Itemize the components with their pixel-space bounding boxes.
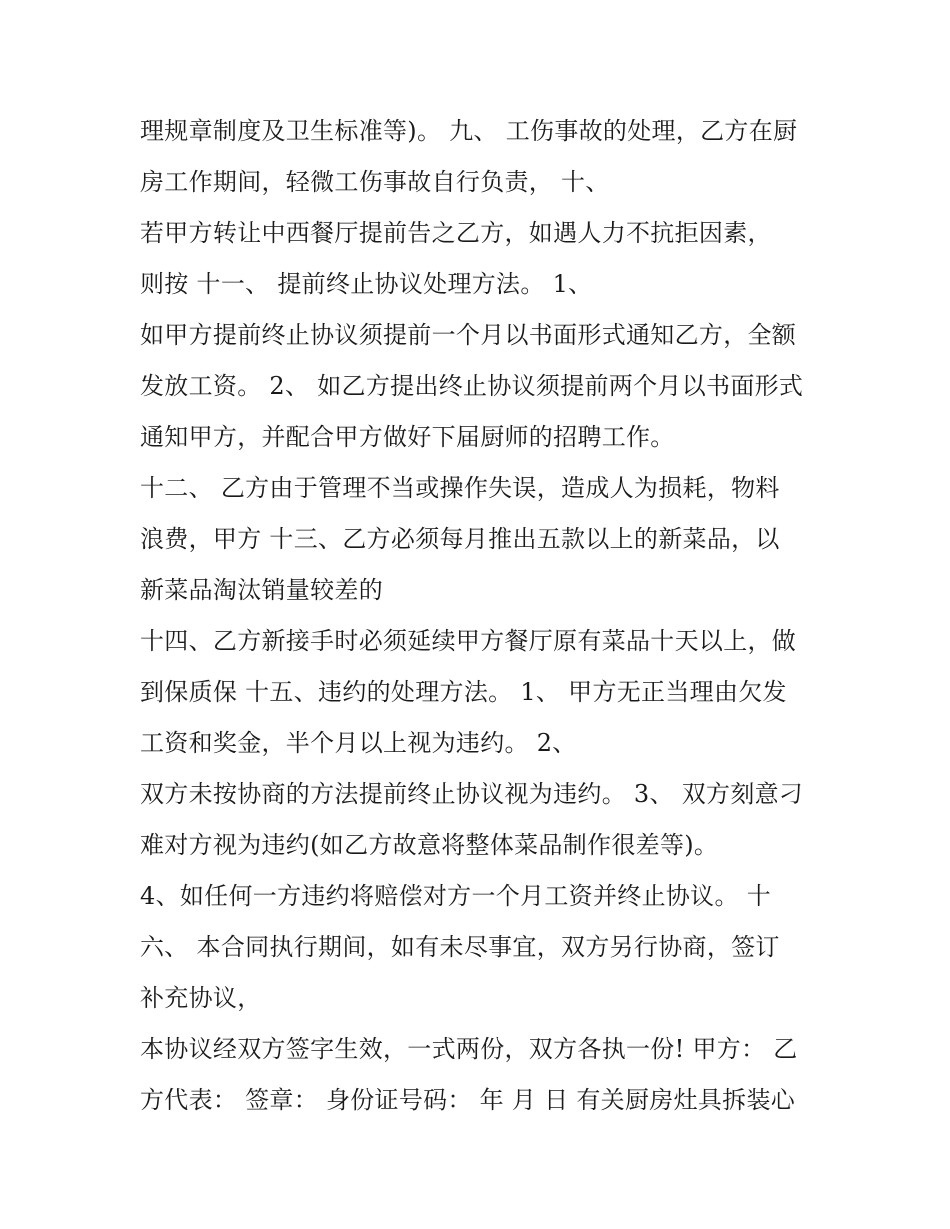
- text-line: 若甲方转让中西餐厅提前告之乙方，如遇人力不抗拒因素，: [140, 219, 772, 247]
- text-line: 则按 十一、 提前终止协议处理方法。 1、: [140, 270, 593, 298]
- text-line: 双方未按协商的方法提前终止协议视为违约。 3、 双方刻意刁: [140, 780, 804, 808]
- text-line: 4、如任何一方违约将赔偿对方一个月工资并终止协议。 十: [140, 882, 771, 910]
- text-line: 十四、乙方新接手时必须延续甲方餐厅原有菜品十天以上，做: [140, 627, 797, 655]
- text-line: 通知甲方，并配合甲方做好下届厨师的招聘工作。: [140, 423, 675, 451]
- text-line: 难对方视为违约(如乙方故意将整体菜品制作很差等)。: [140, 831, 719, 859]
- text-line: 到保质保 十五、违约的处理方法。 1、 甲方无正当理由欠发: [140, 678, 787, 706]
- text-line: 理规章制度及卫生标准等)。 九、 工伤事故的处理，乙方在厨: [140, 117, 798, 145]
- text-line: 补充协议，: [140, 984, 262, 1012]
- text-line: 发放工资。 2、 如乙方提出终止协议须提前两个月以书面形式: [140, 372, 804, 400]
- text-line: 新菜品淘汰销量较差的: [140, 576, 383, 604]
- text-line: 如甲方提前终止协议须提前一个月以书面形式通知乙方，全额: [140, 321, 797, 349]
- text-line: 浪费，甲方 十三、乙方必须每月推出五款以上的新菜品，以: [140, 525, 780, 553]
- text-line: 方代表： 签章： 身份证号码： 年 月 日 有关厨房灶具拆装心: [140, 1086, 796, 1114]
- text-line: 房工作期间，轻微工伤事故自行负责， 十、: [140, 168, 610, 196]
- text-line: 本协议经双方签字生效，一式两份，双方各执一份! 甲方： 乙: [140, 1035, 798, 1063]
- text-line: 十二、 乙方由于管理不当或操作失误，造成人为损耗，物料: [140, 474, 780, 502]
- contract-text-body: [140, 106, 820, 1126]
- text-line: 六、 本合同执行期间，如有未尽事宜，双方另行协商，签订: [140, 933, 780, 961]
- text-line: 工资和奖金，半个月以上视为违约。 2、: [140, 729, 577, 757]
